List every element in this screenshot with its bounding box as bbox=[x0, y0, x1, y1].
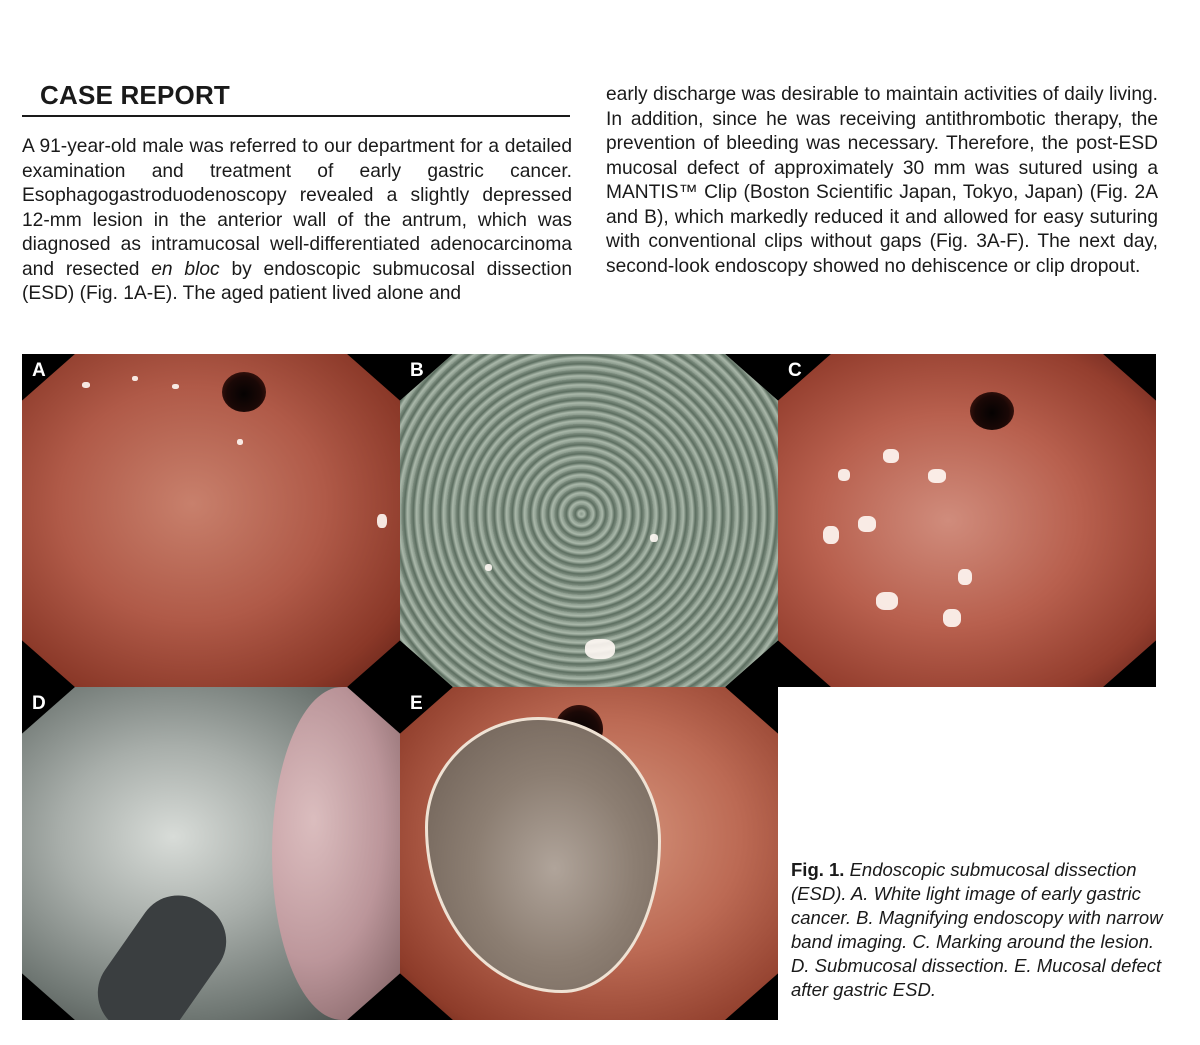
endoscopy-image-b bbox=[400, 354, 778, 687]
lumen-a bbox=[222, 372, 266, 412]
marking-c8 bbox=[943, 609, 961, 627]
left-text-part2: by endoscopic submucosal dissection (ESD) (Fig. 1A-E). The aged patient lived alone and bbox=[22, 258, 572, 304]
panel-label-a: A bbox=[32, 360, 46, 381]
marking-c7 bbox=[958, 569, 972, 585]
panel-label-c: C bbox=[788, 360, 802, 381]
endoscopy-image-a bbox=[22, 354, 400, 687]
marking-c5 bbox=[858, 516, 876, 532]
reflection-b2 bbox=[650, 534, 658, 542]
endoscopy-image-d bbox=[22, 687, 400, 1020]
marking-c3 bbox=[838, 469, 850, 481]
reflection-a4 bbox=[237, 439, 243, 445]
endoscopy-image-c bbox=[778, 354, 1156, 687]
figure-caption-text: Endoscopic submucosal dissection (ESD). A. White light image of early gastric cancer. B. Magnifying endoscopy with narrow band imaging. C. Marking around the lesion. D. Submucosal dissection. E. Mucosal defect after gastric ESD. bbox=[791, 859, 1163, 1000]
endoscope-tip-d bbox=[82, 880, 242, 1020]
marking-c4 bbox=[823, 526, 839, 544]
figure-panel-d bbox=[22, 687, 400, 1020]
mucosal-defect-e bbox=[425, 717, 661, 993]
lumen-c bbox=[970, 392, 1014, 430]
figure-panel-c bbox=[778, 354, 1156, 687]
reflection-b1 bbox=[585, 639, 615, 659]
left-column-text bbox=[22, 135, 572, 307]
marking-c6 bbox=[876, 592, 898, 610]
left-text-part1: A 91-year-old male was referred to our department for a detailed examination and treatment of early gastric cancer. Esophagogastroduodenoscopy revealed a slightly depressed 12-mm lesion in the anterior wall of the antrum, which was diagnosed as intramucosal well-differentiated adenocarcinoma and resected bbox=[22, 136, 572, 280]
reflection-a2 bbox=[132, 376, 138, 381]
reflection-a5 bbox=[377, 514, 387, 528]
mucosa-edge-d bbox=[272, 687, 400, 1020]
reflection-a1 bbox=[82, 382, 90, 388]
panel-label-b: B bbox=[410, 360, 424, 381]
reflection-a3 bbox=[172, 384, 179, 389]
figure-panel-a bbox=[22, 354, 400, 687]
heading-rule bbox=[22, 115, 570, 117]
section-heading: CASE REPORT bbox=[40, 80, 231, 110]
reflection-b3 bbox=[485, 564, 492, 571]
figure-caption bbox=[791, 858, 1171, 1002]
right-column-text: early discharge was desirable to maintain activities of daily living. In addition, since he was receiving antithrombotic therapy, the prevention of bleeding was necessary. Therefore, the post-ESD mucosal defect of approximately 30 mm was sutured using a MANTIS™ Clip (Boston Scientific Japan, Tokyo, Japan) (Fig. 2A and B), which markedly reduced it and allowed for easy suturing with conventional clips without gaps (Fig. 3A-F). The next day, second-look endoscopy showed no dehiscence or clip dropout. bbox=[606, 84, 1158, 277]
panel-label-d: D bbox=[32, 693, 46, 714]
marking-c1 bbox=[883, 449, 899, 463]
panel-label-e: E bbox=[410, 693, 423, 714]
left-text-emphasis: en bloc bbox=[151, 258, 220, 280]
endoscopy-image-e bbox=[400, 687, 778, 1020]
figure-panel-e bbox=[400, 687, 778, 1020]
figure-caption-label: Fig. 1. bbox=[791, 859, 845, 880]
figure-panel-b bbox=[400, 354, 778, 687]
marking-c2 bbox=[928, 469, 946, 483]
